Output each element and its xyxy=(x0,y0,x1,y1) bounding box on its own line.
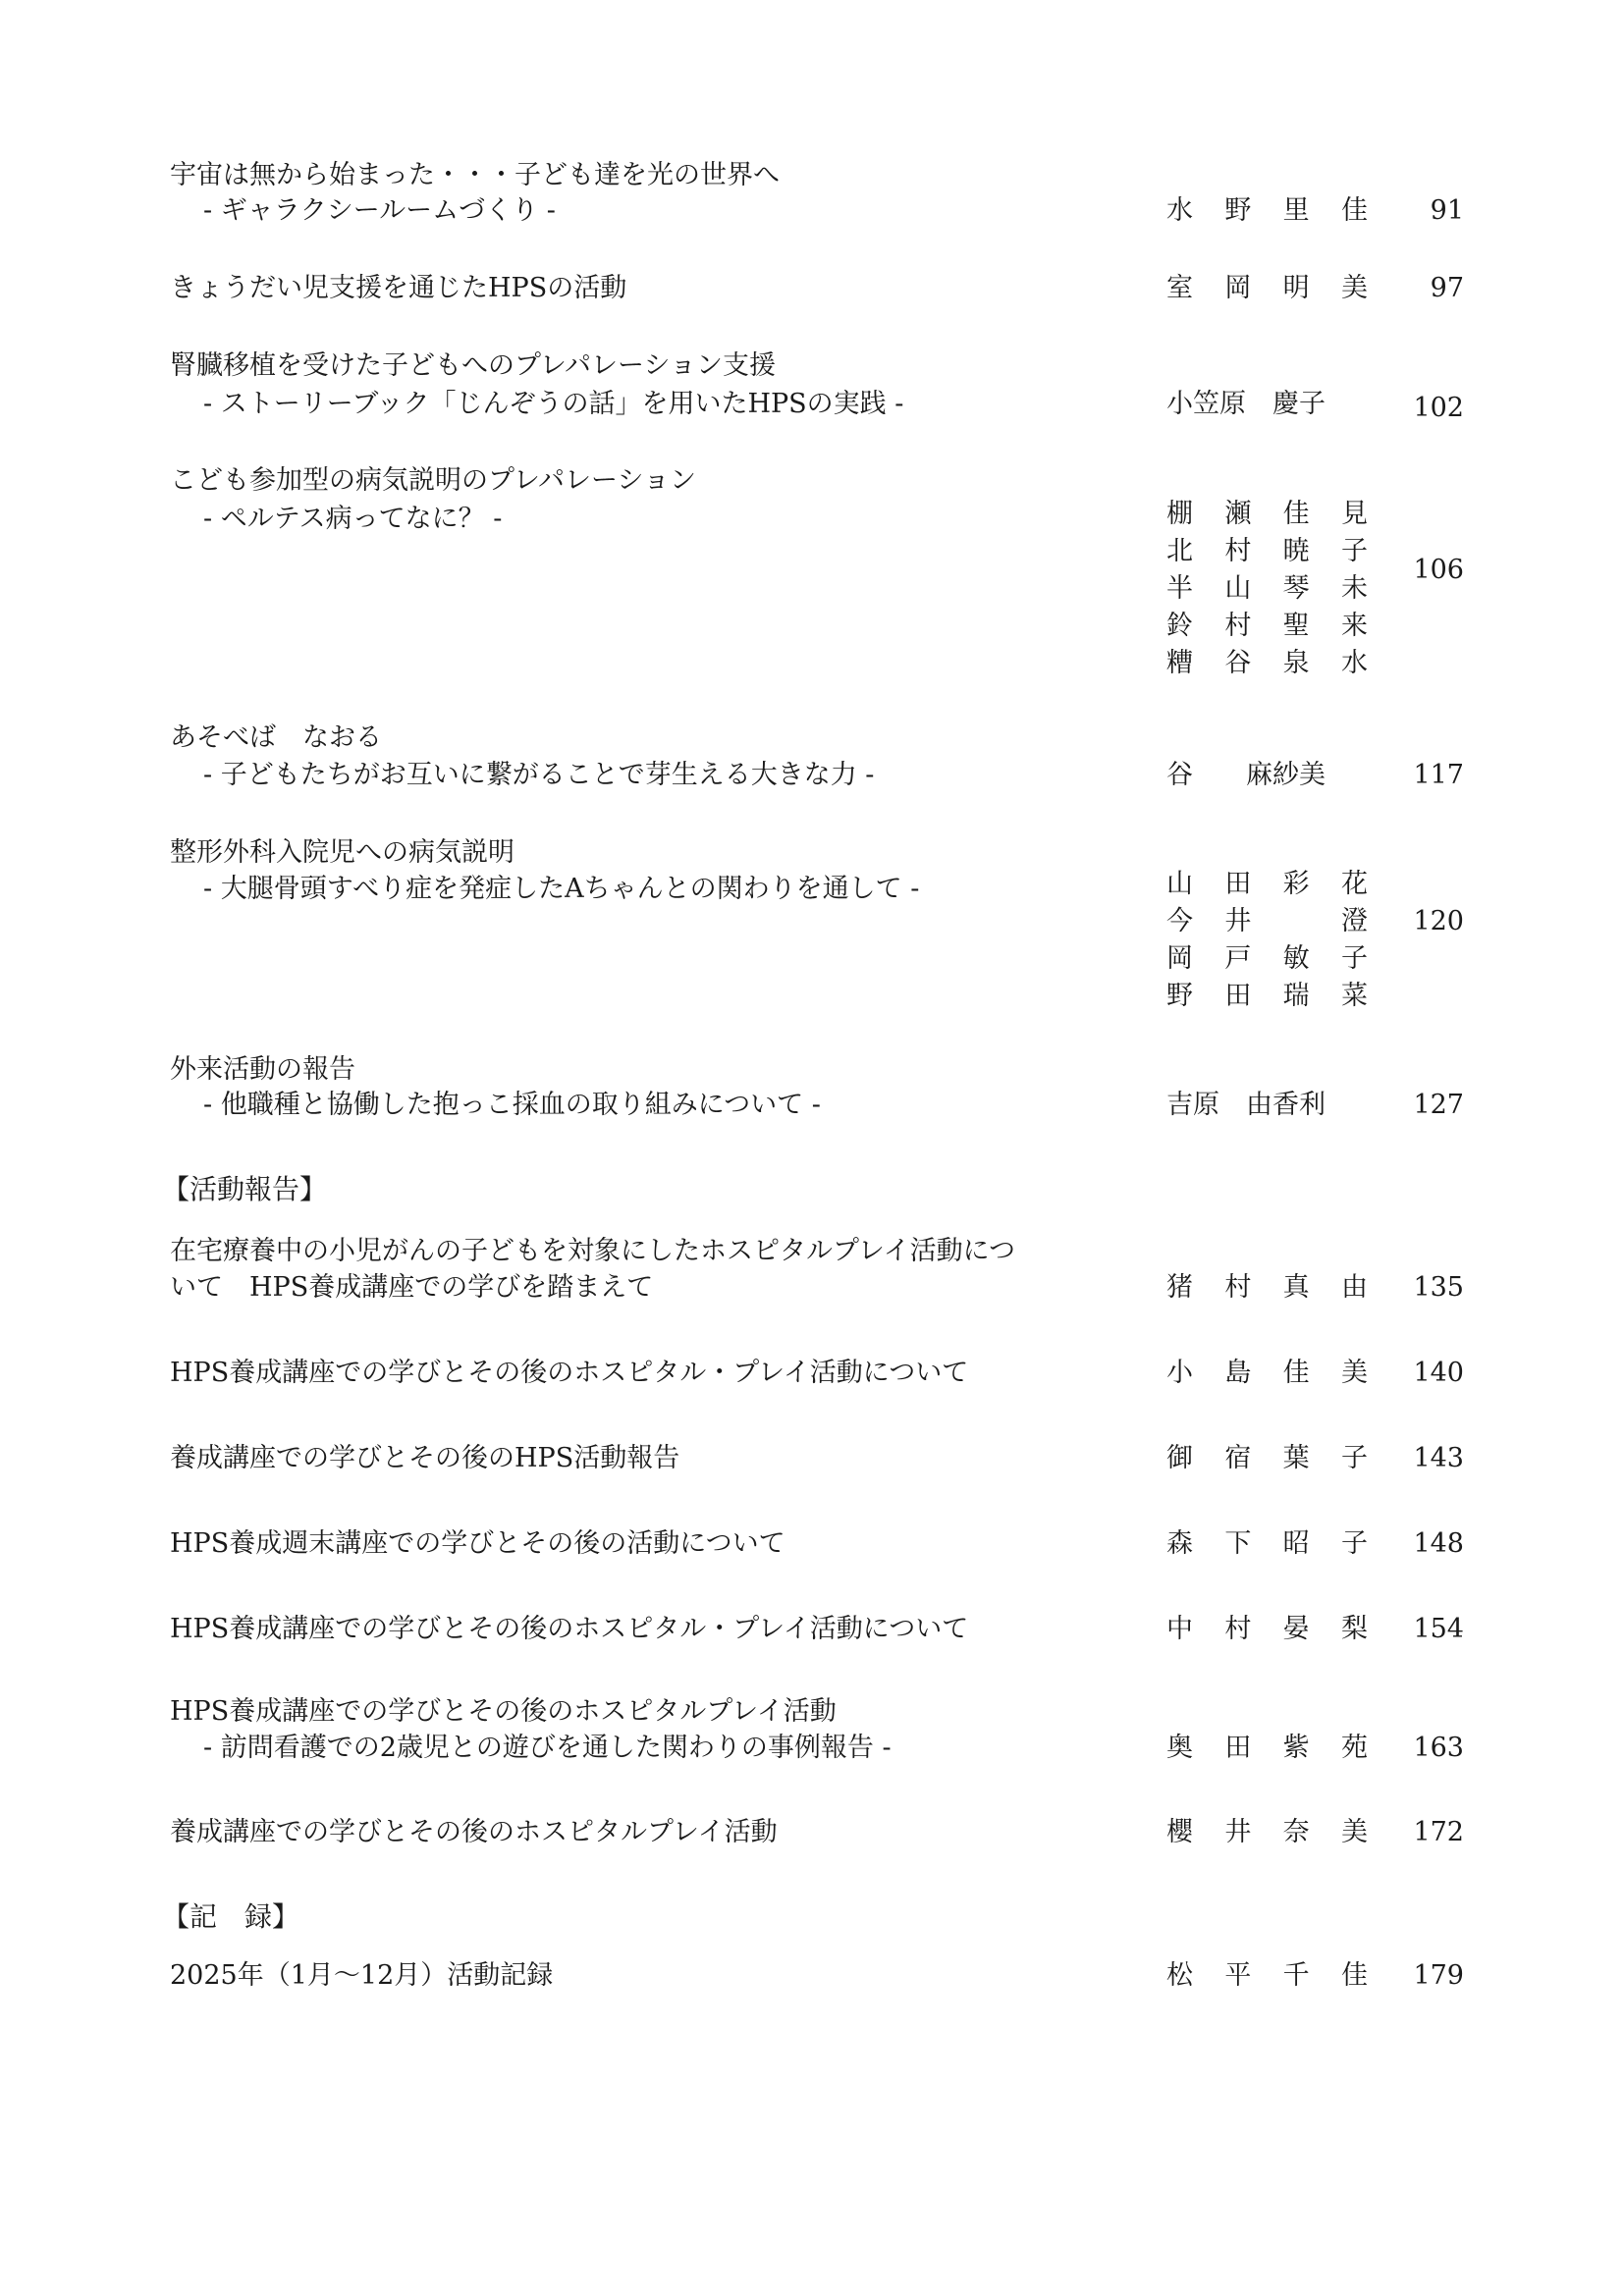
entry-title: 外来活動の報告 xyxy=(170,1054,355,1085)
entry-author: 今 井 澄 xyxy=(1166,906,1368,936)
entry-page-number: 163 xyxy=(1413,1733,1464,1763)
entry-title: 2025年（1月～12月）活動記録 xyxy=(170,1960,554,1991)
toc-entry xyxy=(0,1814,1624,1851)
entry-author: 野 田 瑞 菜 xyxy=(1166,981,1368,1011)
entry-subtitle: - ストーリーブック「じんぞうの話」を用いたHPSの実践 - xyxy=(203,389,904,419)
entry-author: 半 山 琴 未 xyxy=(1166,573,1368,604)
entry-author: 小笠原 慶子 xyxy=(1166,389,1326,419)
entry-title: きょうだい児支援を通じたHPSの活動 xyxy=(170,273,627,303)
entry-subtitle: - ギャラクシールームづくり - xyxy=(203,195,556,226)
toc-entry xyxy=(0,462,1624,500)
entry-subtitle: - 大腿骨頭すべり症を発症したAちゃんとの関わりを通して - xyxy=(203,874,920,904)
entry-author: 鈴 村 聖 来 xyxy=(1166,611,1368,641)
entry-author: 御 宿 葉 子 xyxy=(1166,1443,1368,1473)
toc-entry xyxy=(0,1525,1624,1563)
toc-entry xyxy=(0,1957,1624,1995)
entry-title: HPS養成講座での学びとその後のホスピタル・プレイ活動について xyxy=(170,1358,969,1388)
entry-page-number: 91 xyxy=(1430,195,1464,226)
entry-page-number: 179 xyxy=(1413,1960,1464,1991)
toc-entry xyxy=(0,1233,1624,1270)
entry-author: 中 村 晏 梨 xyxy=(1166,1614,1368,1644)
entry-page-number: 102 xyxy=(1413,393,1464,423)
toc-entry xyxy=(0,1693,1624,1731)
entry-title: 在宅療養中の小児がんの子どもを対象にしたホスピタルプレイ活動につ xyxy=(170,1236,1016,1266)
entry-title: 腎臓移植を受けた子どもへのプレパレーション支援 xyxy=(170,350,776,381)
entry-subtitle: - ペルテス病ってなに？ - xyxy=(203,504,503,534)
entry-page-number: 143 xyxy=(1413,1443,1464,1473)
entry-title: こども参加型の病気説明のプレパレーション xyxy=(170,465,696,496)
entry-author: 松 平 千 佳 xyxy=(1166,1960,1368,1991)
entry-page-number: 120 xyxy=(1413,906,1464,936)
entry-title: 宇宙は無から始まった・・・子ども達を光の世界へ xyxy=(170,160,780,190)
entry-subtitle: - 他職種と協働した抱っこ採血の取り組みについて - xyxy=(203,1090,821,1120)
entry-author: 水 野 里 佳 xyxy=(1166,195,1368,226)
entry-author: 山 田 彩 花 xyxy=(1166,869,1368,899)
toc-entry xyxy=(0,1051,1624,1089)
entry-author: 棚 瀬 佳 見 xyxy=(1166,499,1368,529)
entry-subtitle: - 子どもたちがお互いに繋がることで芽生える大きな力 - xyxy=(203,760,875,790)
toc-entry xyxy=(0,270,1624,307)
entry-title: HPS養成講座での学びとその後のホスピタルプレイ活動 xyxy=(170,1696,837,1727)
entry-title: HPS養成週末講座での学びとその後の活動について xyxy=(170,1528,785,1559)
toc-entry xyxy=(0,1440,1624,1477)
entry-author: 小 島 佳 美 xyxy=(1166,1358,1368,1388)
entry-author: 櫻 井 奈 美 xyxy=(1166,1817,1368,1847)
entry-page-number: 127 xyxy=(1413,1090,1464,1120)
entry-author: 森 下 昭 子 xyxy=(1166,1528,1368,1559)
entry-author: 室 岡 明 美 xyxy=(1166,273,1368,303)
toc-entry xyxy=(0,720,1624,757)
toc-entry xyxy=(0,347,1624,385)
entry-title: HPS養成講座での学びとその後のホスピタル・プレイ活動について xyxy=(170,1614,969,1644)
entry-page-number: 117 xyxy=(1413,760,1464,790)
entry-page-number: 172 xyxy=(1413,1817,1464,1847)
entry-page-number: 154 xyxy=(1413,1614,1464,1644)
entry-author: 猪 村 真 由 xyxy=(1166,1272,1368,1303)
entry-page-number: 106 xyxy=(1413,555,1464,585)
toc-entry xyxy=(0,157,1624,194)
entry-page-number: 97 xyxy=(1430,273,1464,303)
entry-author: 谷 麻紗美 xyxy=(1166,760,1326,790)
entry-author: 奥 田 紫 苑 xyxy=(1166,1733,1368,1763)
entry-title: あそべば なおる xyxy=(170,722,382,753)
toc-entry xyxy=(0,1611,1624,1648)
entry-title-continued: いて HPS養成講座での学びを踏まえて xyxy=(170,1272,654,1303)
entry-author: 岡 戸 敏 子 xyxy=(1166,943,1368,974)
entry-page-number: 135 xyxy=(1413,1272,1464,1303)
section-heading-activity: 【活動報告】 xyxy=(162,1173,328,1205)
entry-author: 吉原 由香利 xyxy=(1166,1090,1326,1120)
entry-author: 北 村 暁 子 xyxy=(1166,536,1368,566)
entry-title: 整形外科入院児への病気説明 xyxy=(170,837,514,868)
section-heading-record: 【記 録】 xyxy=(162,1900,300,1933)
toc-entry xyxy=(0,1355,1624,1392)
entry-page-number: 148 xyxy=(1413,1528,1464,1559)
entry-title: 養成講座での学びとその後のホスピタルプレイ活動 xyxy=(170,1817,778,1847)
entry-page-number: 140 xyxy=(1413,1358,1464,1388)
entry-title: 養成講座での学びとその後のHPS活動報告 xyxy=(170,1443,680,1473)
entry-subtitle: - 訪問看護での2歳児との遊びを通した関わりの事例報告 - xyxy=(203,1733,892,1763)
entry-author: 糟 谷 泉 水 xyxy=(1166,648,1368,678)
